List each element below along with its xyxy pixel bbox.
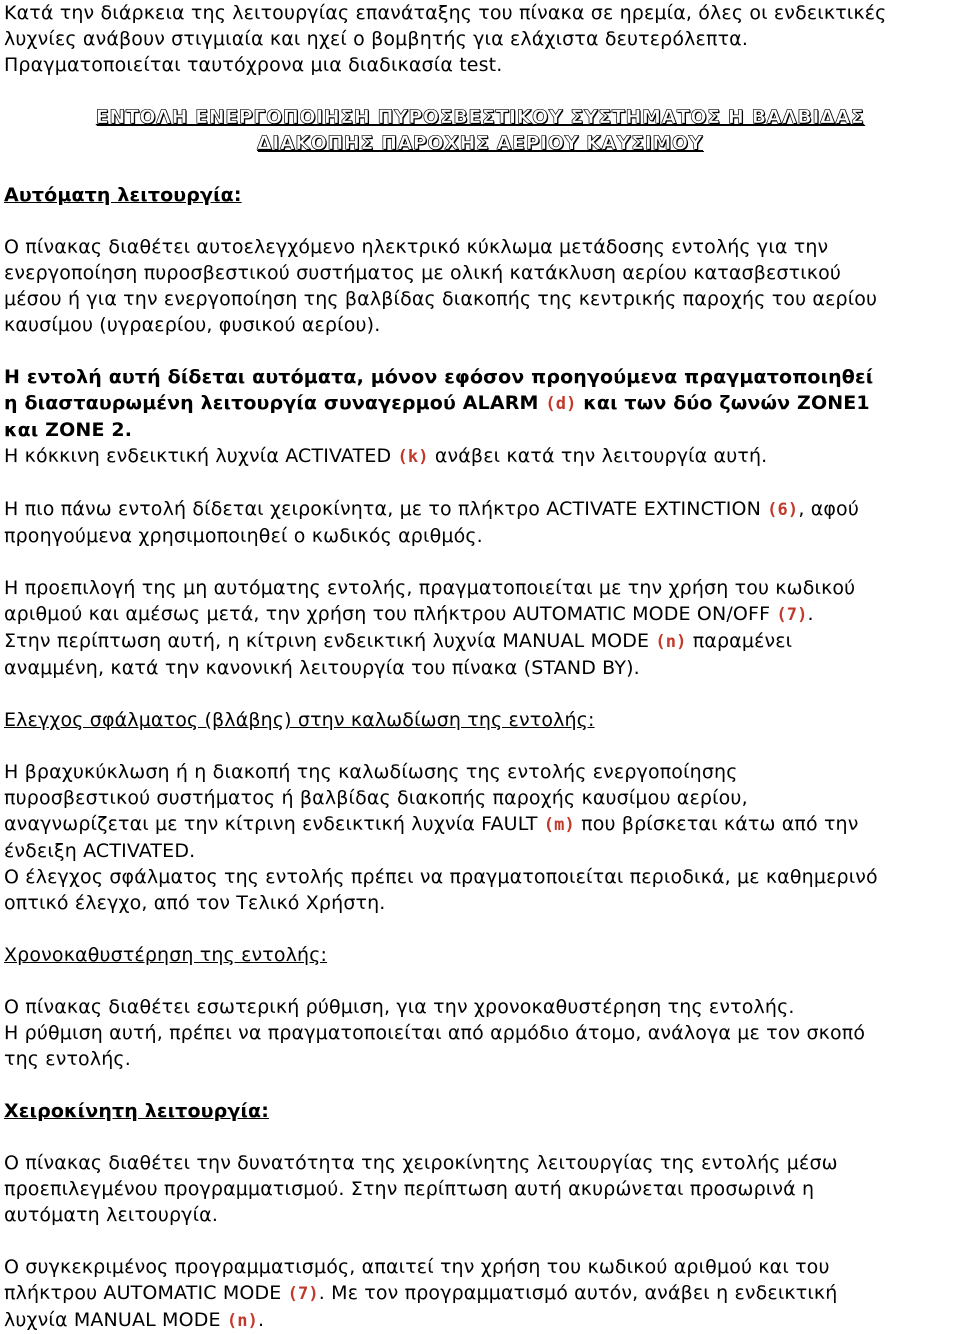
spacer [4, 1228, 956, 1254]
heading-fault-check: Ελεγχος σφάλματος (βλάβης) στην καλωδίωση της εντολής: [4, 709, 595, 731]
auto-p4-line-3-text-a: Στην περίπτωση αυτή, η κίτρινη ενδεικτική λυχνία MANUAL MODE [4, 630, 656, 652]
auto-p3-line-1-text-a: Η πιο πάνω εντολή δίδεται χειροκίνητα, με το πλήκτρο ACTIVATE EXTINCTION [4, 498, 768, 520]
manual-p1-line-1: Ο πίνακας διαθέτει την δυνατότητα της χειροκίνητης λειτουργίας της εντολής μέσω [4, 1152, 838, 1174]
spacer [4, 549, 956, 575]
heading-manual-operation: Χειροκίνητη λειτουργία: [4, 1100, 269, 1122]
fault-line-6: οπτικό έλεγχο, από τον Τελικό Χρήστη. [4, 892, 386, 914]
intro-line-1: Κατά την διάρκεια της λειτουργίας επανάταξης του πίνακα σε ηρεμία, όλες οι ενδεικτικές [4, 2, 887, 24]
auto-p1-line-3: μέσου ή για την ενεργοποίηση της βαλβίδας διακοπής της κεντρικής παροχής του αερίου [4, 288, 878, 310]
fault-line-2: πυροσβεστικού συστήματος ή βαλβίδας διακοπής παροχής καυσίμου αερίου, [4, 787, 748, 809]
auto-p4-line-2 [4, 601, 956, 628]
spacer [4, 1072, 956, 1098]
delay-line-1: Ο πίνακας διαθέτει εσωτερική ρύθμιση, για την χρονοκαθυστέρηση της εντολής. [4, 996, 795, 1018]
fault-line-4: ένδειξη ACTIVATED. [4, 840, 196, 862]
spacer [4, 681, 956, 707]
spacer [4, 78, 956, 104]
auto-p2-line-2-text-a: η διασταυρωμένη λειτουργία συναγερμού ALARM [4, 392, 546, 414]
auto-p1-line-1: Ο πίνακας διαθέτει αυτοελεγχόμενο ηλεκτρικό κύκλωμα μετάδοσης εντολής για την [4, 236, 829, 258]
auto-p2-line-4 [4, 443, 956, 470]
auto-p3-line-1-text-b: , αφού [798, 498, 859, 520]
spacer [4, 916, 956, 942]
fault-line-3-text-b: που βρίσκεται κάτω από την [574, 813, 859, 835]
spacer [4, 156, 956, 182]
manual-p2-line-3-text-b: . [257, 1309, 265, 1331]
manual-p1-line-3: αυτόματη λειτουργία. [4, 1204, 219, 1226]
auto-p4-line-3-text-b: παραμένει [686, 630, 793, 652]
delay-line-2: Η ρύθμιση αυτή, πρέπει να πραγματοποιείται από αρμόδιο άτομο, ανάλογα με τον σκοπό [4, 1022, 866, 1044]
ref-label-m: (m) [543, 815, 575, 835]
auto-p2-line-1: Η εντολή αυτή δίδεται αυτόματα, μόνον εφόσον προηγούμενα πραγματοποιηθεί [4, 366, 874, 388]
ref-label-k: (k) [397, 447, 429, 467]
section-title-line-2: ΔΙΑΚΟΠΗΣ ΠΑΡΟΧΗΣ ΑΕΡΙΟΥ ΚΑΥΣΙΜΟΥ [256, 132, 704, 154]
heading-automatic-operation: Αυτόματη λειτουργία: [4, 184, 242, 206]
ref-label-n-b: (n) [226, 1311, 258, 1331]
auto-p1-line-2: ενεργοποίηση πυροσβεστικού συστήματος με ολική κατάκλυση αερίου κατασβεστικού [4, 262, 842, 284]
spacer [4, 208, 956, 234]
spacer [4, 1124, 956, 1150]
fault-line-3-text-a: αναγνωρίζεται με την κίτρινη ενδεικτική λυχνία FAULT [4, 813, 544, 835]
spacer [4, 338, 956, 364]
auto-p4-line-2-text-b: . [807, 603, 814, 625]
heading-command-delay: Χρονοκαθυστέρηση της εντολής: [4, 944, 328, 966]
auto-p3-line-1 [4, 496, 956, 523]
manual-p2-line-3-text-a: λυχνία MANUAL MODE [4, 1309, 227, 1331]
auto-p2-line-4-text-b: ανάβει κατά την λειτουργία αυτή. [428, 445, 768, 467]
auto-p4-line-4: αναμμένη, κατά την κανονική λειτουργία του πίνακα (STAND BY). [4, 657, 640, 679]
ref-label-n: (n) [655, 632, 687, 652]
auto-p2-line-3: και ZONE 2. [4, 419, 133, 441]
ref-label-7: (7) [776, 605, 808, 625]
manual-p2-line-1: Ο συγκεκριμένος προγραμματισμός, απαιτεί την χρήση του κωδικού αριθμού και του [4, 1256, 830, 1278]
spacer [4, 733, 956, 759]
spacer [4, 470, 956, 496]
auto-p4-line-3 [4, 628, 956, 655]
fault-line-1: Η βραχυκύκλωση ή η διακοπή της καλωδίωσης της εντολής ενεργοποίησης [4, 761, 738, 783]
manual-p1-line-2: προεπιλεγμένου προγραμματισμού. Στην περίπτωση αυτή ακυρώνεται προσωρινά η [4, 1178, 815, 1200]
auto-p3-line-2: προηγούμενα χρησιμοποιηθεί ο κωδικός αριθμός. [4, 525, 483, 547]
manual-p2-line-2-text-b: . Με τον προγραμματισμό αυτόν, ανάβει η ενδεικτική [318, 1282, 838, 1304]
manual-p2-line-2 [4, 1280, 956, 1307]
auto-p2-line-2-text-b: και των δύο ζωνών ZONE1 [576, 392, 870, 414]
intro-line-2: λυχνίες ανάβουν στιγμιαία και ηχεί ο βομβητής για ελάχιστα δευτερόλεπτα. [4, 28, 749, 50]
auto-p2-line-2 [4, 390, 956, 417]
spacer [4, 968, 956, 994]
delay-line-3: της εντολής. [4, 1048, 131, 1070]
ref-label-d: (d) [545, 394, 577, 414]
ref-label-6: (6) [767, 500, 799, 520]
manual-p2-line-2-text-a: πλήκτρου AUTOMATIC MODE [4, 1282, 288, 1304]
auto-p2-line-4-text-a: Η κόκκινη ενδεικτική λυχνία ACTIVATED [4, 445, 398, 467]
fault-line-3 [4, 811, 956, 838]
section-title-line-1: ΕΝΤΟΛΗ ΕΝΕΡΓΟΠΟΙΗΣΗ ΠΥΡΟΣΒΕΣΤΙΚΟΥ ΣΥΣΤΗΜΑΤΟΣ Η ΒΑΛΒΙΔΑΣ [95, 106, 865, 128]
fault-line-5: Ο έλεγχος σφάλματος της εντολής πρέπει να πραγματοποιείται περιοδικά, με καθημερινό [4, 866, 878, 888]
auto-p1-line-4: καυσίμου (υγραερίου, φυσικού αερίου). [4, 314, 381, 336]
auto-p4-line-1: Η προεπιλογή της μη αυτόματης εντολής, πραγματοποιείται με την χρήση του κωδικού [4, 577, 856, 599]
auto-p4-line-2-text-a: αριθμού και αμέσως μετά, την χρήση του πλήκτρου AUTOMATIC MODE ON/OFF [4, 603, 777, 625]
ref-label-7b: (7) [287, 1284, 319, 1304]
intro-line-3: Πραγματοποιείται ταυτόχρονα μια διαδικασία test. [4, 54, 503, 76]
